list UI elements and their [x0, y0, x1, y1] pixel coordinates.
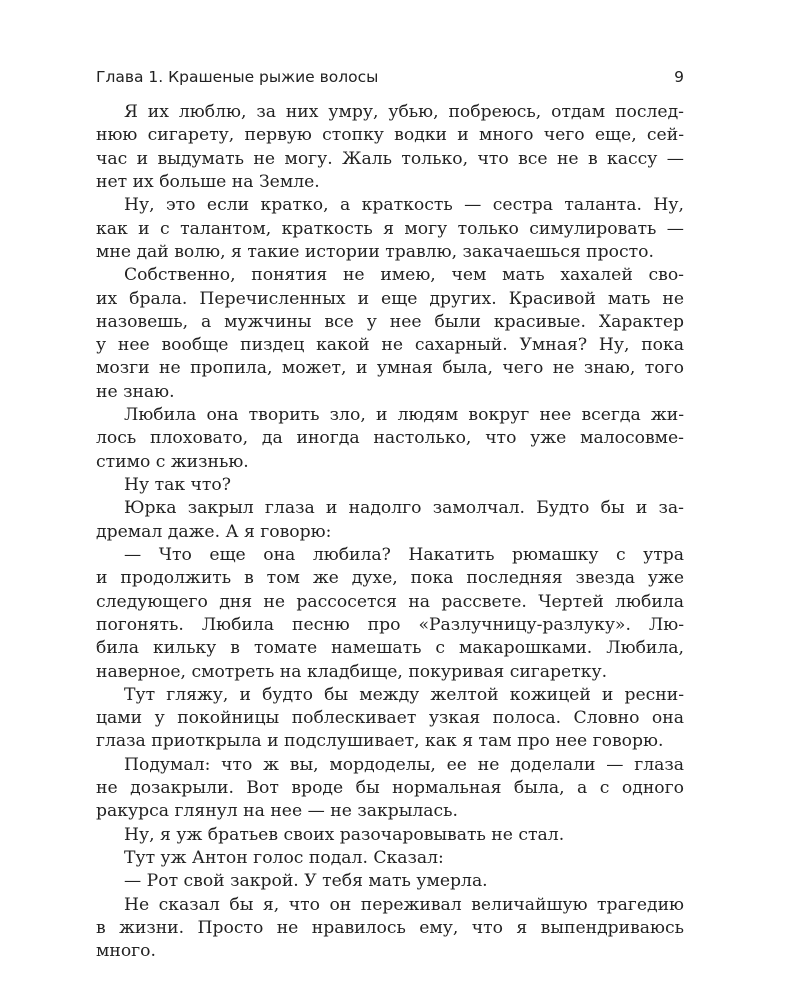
text-line: — Рот свой закрой. У тебя мать умерла. — [124, 871, 488, 892]
text-line: час и выдумать не могу. Жаль только, что все не в кассу — — [96, 148, 684, 169]
text-line: много. — [96, 941, 156, 962]
running-head — [96, 68, 684, 92]
chapter-title: Глава 1. Крашеные рыжие волосы — [96, 68, 379, 86]
text-line: погонять. Любила песню про «Разлучницу-разлуку». Лю- — [96, 614, 684, 635]
text-line: назовешь, а мужчины все у нее были красивые. Характер — [96, 311, 684, 332]
text-line: — Что еще она любила? Накатить рюмашку с утра — [124, 544, 684, 565]
text-line: следующего дня не рассосется на рассвете. Чертей любила — [96, 591, 684, 612]
text-line: не знаю. — [96, 381, 175, 402]
text-line: в жизни. Просто не нравилось ему, что я выпендриваюсь — [96, 917, 684, 938]
text-line: наверное, смотреть на кладбище, покуривая сигаретку. — [96, 661, 608, 682]
text-line: не дозакрыли. Вот вроде бы нормальная была, а с одного — [96, 778, 684, 799]
paragraph — [96, 404, 684, 474]
paragraph — [96, 101, 684, 194]
paragraph — [96, 264, 684, 404]
paragraph — [96, 847, 684, 870]
paragraph — [96, 544, 684, 684]
text-line: Ну так что? — [124, 475, 231, 495]
text-line: Любила она творить зло, и людям вокруг нее всегда жи- — [124, 405, 684, 426]
text-line: нет их больше на Земле. — [96, 171, 320, 192]
text-line: и продолжить в том же духе, пока последняя звезда уже — [96, 568, 684, 589]
text-line: Тут уж Антон голос подал. Сказал: — [124, 848, 444, 868]
text-line: дремал даже. А я говорю: — [96, 521, 332, 542]
text-line: мозги не пропила, может, и умная была, чего не знаю, того — [96, 358, 684, 379]
text-line: Не сказал бы я, что он переживал величайшую трагедию — [124, 894, 684, 915]
paragraph — [96, 684, 684, 754]
text-line: их брала. Перечисленных и еще других. Красивой мать не — [96, 288, 684, 309]
text-line: Тут гляжу, и будто бы между желтой кожицей и ресни- — [124, 684, 684, 705]
text-line: лось плоховато, да иногда настолько, что уже малосовме- — [96, 428, 684, 449]
text-line: Я их люблю, за них умру, убью, побреюсь, отдам послед- — [124, 102, 684, 122]
text-line: Ну, это если кратко, а краткость — сестра таланта. Ну, — [124, 195, 684, 216]
text-line: ракурса глянул на нее — не закрылась. — [96, 801, 458, 822]
paragraph — [96, 474, 684, 497]
body-text — [96, 101, 684, 964]
text-line: как и с талантом, краткость я могу только симулировать — — [96, 218, 684, 239]
paragraph — [96, 754, 684, 824]
text-line: Ну, я уж братьев своих разочаровывать не стал. — [124, 824, 565, 845]
text-line: стимо с жизнью. — [96, 451, 249, 472]
text-line: Юрка закрыл глаза и надолго замолчал. Будто бы и за- — [124, 498, 684, 519]
text-line: Подумал: что ж вы, мордоделы, ее не доделали — глаза — [124, 754, 684, 775]
paragraph — [96, 194, 684, 264]
paragraph — [96, 497, 684, 544]
text-line: нюю сигарету, первую стопку водки и много чего еще, сей- — [96, 125, 684, 146]
text-line: била кильку в томате намешать с макарошками. Любила, — [96, 638, 684, 659]
page-number: 9 — [674, 68, 684, 86]
paragraph — [96, 870, 684, 893]
text-line: глаза приоткрыла и подслушивает, как я там про нее говорю. — [96, 731, 664, 752]
text-line: Собственно, понятия не имею, чем мать хахалей сво- — [124, 265, 684, 286]
paragraph — [96, 894, 684, 964]
paragraph — [96, 824, 684, 847]
text-line: у нее вообще пиздец какой не сахарный. Умная? Ну, пока — [96, 335, 684, 356]
text-line: мне дай волю, я такие истории травлю, закачаешься просто. — [96, 241, 654, 262]
text-line: цами у покойницы поблескивает узкая полоса. Словно она — [96, 708, 684, 729]
